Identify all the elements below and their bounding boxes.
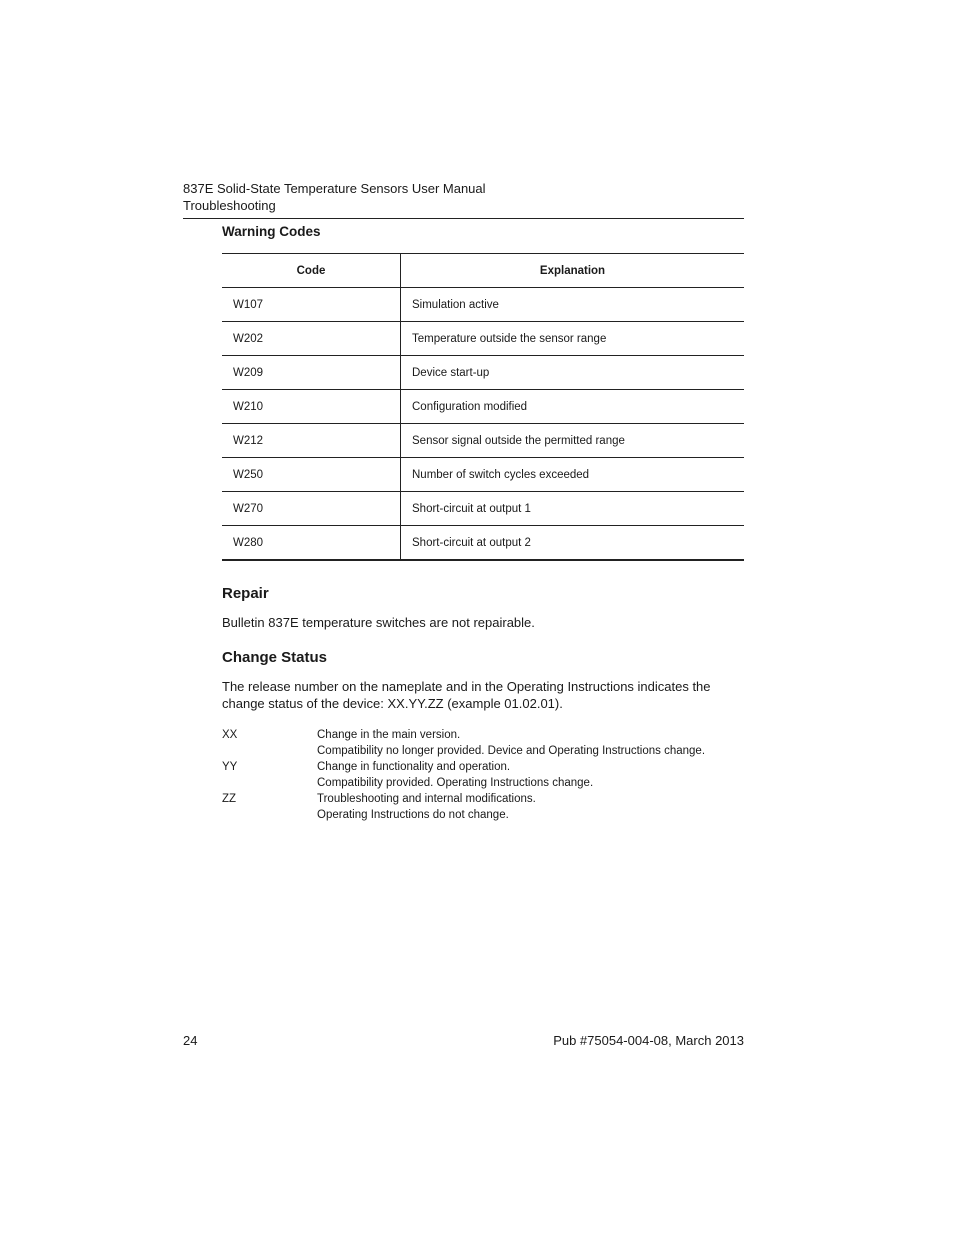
description-line: Compatibility provided. Operating Instructions change. [317,777,594,789]
section-name: Troubleshooting [183,198,276,213]
change-status-text: The release number on the nameplate and in the Operating Instructions indicates the change status of the device: XX.YY.ZZ (example 01.02.01). [222,679,711,711]
version-part-description [317,791,536,823]
description-line: Change in the main version. [317,729,461,741]
explanation-cell: Temperature outside the sensor range [401,322,745,356]
code-cell: W107 [222,288,401,322]
warning-codes-title: Warning Codes [222,224,321,239]
column-header-explanation: Explanation [401,254,745,288]
explanation-cell: Configuration modified [401,390,745,424]
repair-text: Bulletin 837E temperature switches are not repairable. [222,615,535,630]
code-cell: W212 [222,424,401,458]
code-cell: W210 [222,390,401,424]
repair-heading: Repair [222,585,269,602]
code-cell: W250 [222,458,401,492]
page-header [183,180,744,214]
explanation-cell: Number of switch cycles exceeded [401,458,745,492]
explanation-cell: Short-circuit at output 1 [401,492,745,526]
change-status-heading: Change Status [222,649,328,666]
version-part-key: YY [222,761,238,773]
code-cell: W280 [222,526,401,561]
explanation-cell: Device start-up [401,356,745,390]
table-row [222,424,744,458]
code-cell: W270 [222,492,401,526]
code-cell: W209 [222,356,401,390]
page-number: 24 [183,1033,198,1048]
table-row [222,492,744,526]
table-row [222,390,744,424]
list-item [222,759,744,791]
description-line: Operating Instructions do not change. [317,809,509,821]
list-item [222,727,744,759]
table-row [222,288,744,322]
header-divider [183,218,744,219]
version-part-key: ZZ [222,793,237,805]
table-header-row [222,254,744,288]
change-status-list [222,727,744,823]
version-part-description [317,759,593,791]
publication-info: Pub #75054-004-08, March 2013 [553,1033,744,1048]
table-row [222,458,744,492]
description-line: Troubleshooting and internal modifications. [317,793,536,805]
table-row [222,322,744,356]
explanation-cell: Simulation active [401,288,745,322]
table-row [222,526,744,561]
column-header-code: Code [222,254,401,288]
code-cell: W202 [222,322,401,356]
list-item [222,791,744,823]
description-line: Change in functionality and operation. [317,761,511,773]
explanation-cell: Short-circuit at output 2 [401,526,745,561]
table-row [222,356,744,390]
version-part-key: XX [222,729,238,741]
version-part-description [317,727,705,759]
description-line: Compatibility no longer provided. Device and Operating Instructions change. [317,745,706,757]
warning-codes-table [222,253,744,561]
explanation-cell: Sensor signal outside the permitted range [401,424,745,458]
manual-title: 837E Solid-State Temperature Sensors User Manual [183,181,486,196]
